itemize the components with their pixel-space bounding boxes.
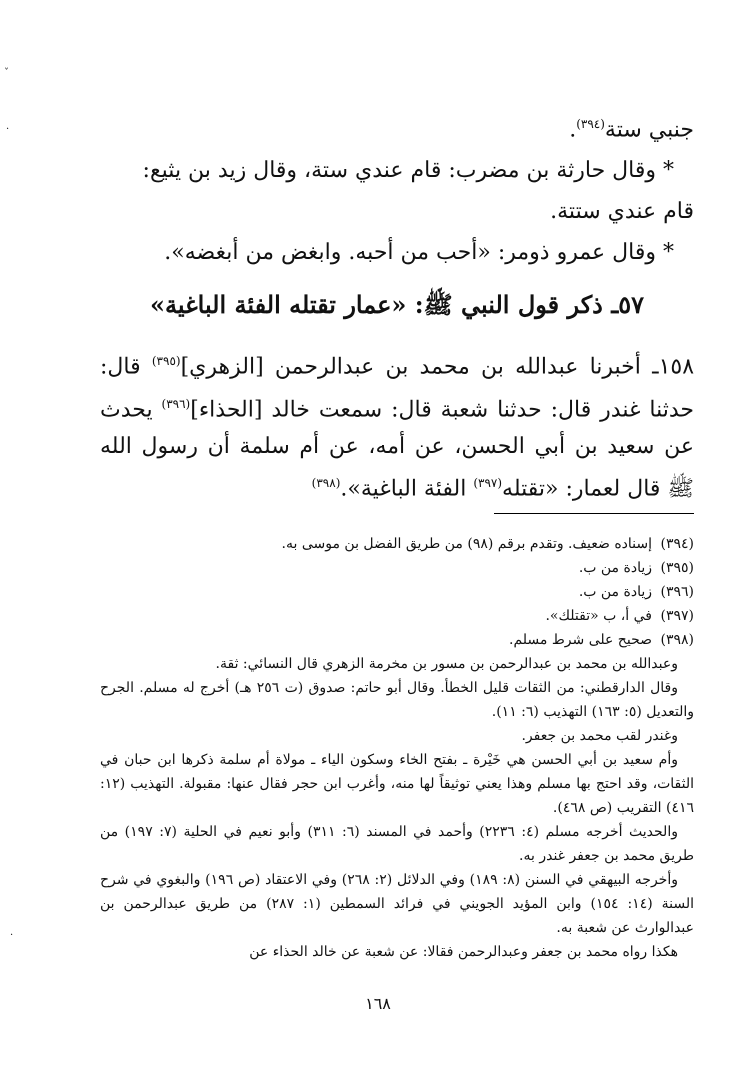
footnote-text: زيادة من ب. bbox=[578, 560, 652, 577]
footnote-row bbox=[100, 532, 694, 556]
footnote-ref: (٣٩٤) bbox=[576, 117, 605, 131]
footnote-note: وأخرجه البيهقي في السنن (٨: ١٨٩) وفي الدلائل (٢: ٢٦٨) وفي الاعتقاد (ص ١٩٦) والبغوي في شرح السنة (١٤: ١٥٤) وابن المؤيد الجويني في فرائد السمطين (١: ٢٨٧) من طريق عبدالرحمن بن عبدالوارث عن شعبة به. bbox=[100, 872, 694, 937]
footnote-number: (٣٩٦) bbox=[660, 584, 694, 601]
main-line: جنبي ستة$^{(٣٩٤)}$. bbox=[569, 117, 694, 143]
hadith-text bbox=[100, 343, 694, 507]
main-text bbox=[100, 104, 694, 273]
main-line: * وقال حارثة بن مضرب: قام عندي ستة، وقال زيد بن يثيع: bbox=[142, 158, 674, 184]
footnote-divider bbox=[494, 513, 694, 514]
footnote-note: وغندر لقب محمد بن جعفر. bbox=[521, 728, 678, 745]
scan-speck: ˇ bbox=[4, 68, 9, 79]
footnote-text: زيادة من ب. bbox=[578, 584, 652, 601]
footnote-note: والحديث أخرجه مسلم (٤: ٢٢٣٦) وأحمد في المسند (٦: ٣١١) وأبو نعيم في الحلية (٧: ١٩٧) من طريق محمد بن جعفر غندر به. bbox=[100, 824, 694, 865]
footnote-ref: (٣٩٦) bbox=[161, 396, 191, 411]
section-heading: ٥٧ـ ذكر قول النبي ﷺ: «عمار تقتله الفئة الباغية» bbox=[149, 290, 645, 320]
hadith-part: الفئة الباغية». bbox=[340, 476, 474, 502]
footnote-number: (٣٩٧) bbox=[660, 608, 694, 625]
footnote-text: في أ، ب «تقتلك». bbox=[545, 608, 652, 625]
footnote-note: وأم سعيد بن أبي الحسن هي خَيْرة ـ بفتح الخاء وسكون الياء ـ مولاة أم سلمة ذكرها ابن حبان في الثقات، وقد احتج بها مسلم وهذا يعني توثيقاً لها منه، وأغرب ابن حجر فقال عنها: مقبولة. التهذيب (١٢: ٤١٦) التقريب (ص ٤٦٨). bbox=[100, 752, 694, 817]
footnote-number: (٣٩٨) bbox=[660, 632, 694, 649]
footnote-ref: (٣٩٥) bbox=[151, 354, 181, 369]
footnote-text: إسناده ضعيف. وتقدم برقم (٩٨) من طريق الفضل بن موسى به. bbox=[281, 536, 652, 553]
main-line: * وقال عمرو ذومر: «أحب من أحبه. وابغض من أبغضه». bbox=[164, 240, 674, 266]
footnote-row bbox=[100, 604, 694, 628]
footnote-row bbox=[100, 580, 694, 604]
footnotes bbox=[100, 532, 694, 964]
scan-speck: · bbox=[6, 124, 10, 135]
footnote-note: وقال الدارقطني: من الثقات قليل الخطأ. وقال أبو حاتم: صدوق (ت ٢٥٦ هـ) أخرج له مسلم. الجرح والتعديل (٥: ١٦٣) التهذيب (٦: ١١). bbox=[100, 680, 694, 721]
main-line-text: جنبي ستة bbox=[604, 117, 694, 143]
footnote-number: (٣٩٤) bbox=[660, 536, 694, 553]
hadith-part: ١٥٨ـ أخبرنا عبدالله بن محمد بن عبدالرحمن [الزهري] bbox=[180, 354, 695, 380]
page-body bbox=[100, 104, 694, 964]
footnote-text: صحيح على شرط مسلم. bbox=[509, 632, 652, 649]
footnote-ref: (٣٩٧) bbox=[473, 475, 503, 490]
footnote-row bbox=[100, 556, 694, 580]
page-number: ١٦٨ bbox=[365, 994, 391, 1013]
hadith-part: قال: حدثنا غندر قال: حدثنا شعبة قال: سمعت خالد [الحذاء] bbox=[100, 354, 695, 422]
footnote-note: هكذا رواه محمد بن جعفر وعبدالرحمن فقالا: عن شعبة عن خالد الحذاء عن bbox=[249, 944, 678, 961]
footnote-note: وعبدالله بن محمد بن عبدالرحمن بن مسور بن مخرمة الزهري قال النسائي: ثقة. bbox=[215, 656, 678, 673]
hadith-part: يحدث عن سعيد بن أبي الحسن، عن أمه، عن أم سلمة أن رسول الله ﷺ قال لعمار: «تقتله bbox=[100, 396, 694, 502]
footnote-row bbox=[100, 628, 694, 652]
scan-speck: · bbox=[10, 930, 14, 941]
main-line: قام عندي ستتة. bbox=[550, 199, 694, 225]
footnote-ref: (٣٩٨) bbox=[311, 475, 341, 490]
footnote-number: (٣٩٥) bbox=[660, 560, 694, 577]
hadith-paragraph bbox=[100, 343, 694, 507]
